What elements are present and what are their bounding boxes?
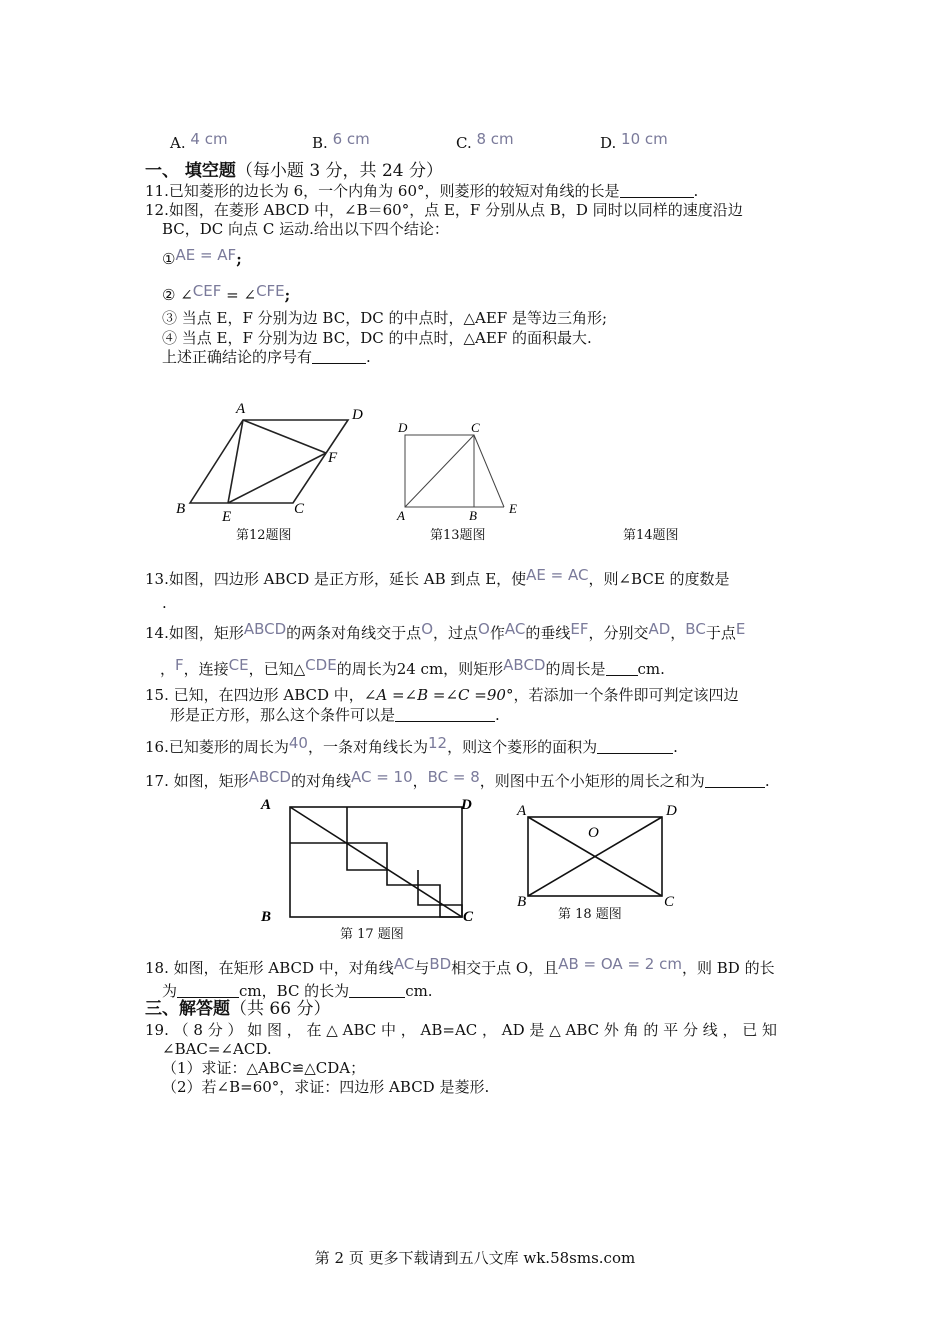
figure-18-rectangle [510, 800, 690, 915]
conclusion-1: ①AE = AF; [162, 246, 242, 268]
figure-12-rhombus [170, 395, 370, 530]
caption-fig14: 第14题图 [623, 528, 679, 543]
page-footer: 第 2 页 更多下载请到五八文库 wk.58sms.com [314, 1249, 636, 1267]
figure-17-rectangle [255, 795, 485, 930]
question-11: 11.已知菱形的边长为 6，一个内角为 60°，则菱形的较短对角线的长是 . [145, 182, 699, 200]
option-d-value: 10 cm [621, 130, 668, 148]
caption-fig17: 第 17 题图 [340, 927, 404, 942]
question-13: 13.如图，四边形 ABCD 是正方形，延长 AB 到点 E，使AE = AC，则∠BCE 的度数是 [145, 566, 730, 588]
question-15-line1: 15. 已知，在四边形 ABCD 中，∠A =∠B =∠C =90°，若添加一个条件即可判定该四边 [145, 686, 739, 704]
question-13-end: . [162, 594, 167, 612]
conclusion-4: ④ 当点 E，F 分别为边 BC，DC 的中点时，△AEF 的面积最大. [162, 329, 592, 347]
diagonal-ac [290, 807, 462, 917]
question-18-line2: 为 cm，BC 的长为 cm. [162, 982, 433, 1000]
question-19-line1: 19. （ 8 分 ） 如 图 ， 在 △ ABC 中 ， AB=AC ， AD 是 △ ABC 外 角 的 平 分 线 ， 已 知 [145, 1021, 778, 1039]
section-heading-solve: 三、解答题（共 66 分） [145, 999, 331, 1019]
label-e: E [222, 509, 232, 525]
option-c-value: 8 cm [476, 130, 514, 148]
diagonal-ac [405, 435, 474, 507]
label-d: D [461, 797, 472, 813]
label-b: B [176, 501, 186, 517]
label-b: B [517, 894, 527, 910]
caption-fig12: 第12题图 [236, 528, 292, 543]
label-c: C [463, 909, 474, 925]
conclusion-2: ② ∠CEF = ∠CFE; [162, 282, 291, 304]
option-b-value: 6 cm [332, 130, 370, 148]
question-19-part1: （1）求证：△ABC≌△CDA； [162, 1059, 366, 1077]
option-b: B. 6 cm [312, 130, 370, 152]
label-a: A [517, 803, 527, 819]
option-c: C. 8 cm [456, 130, 514, 152]
question-17: 17. 如图，矩形ABCD的对角线AC = 10，BC = 8，则图中五个小矩形的周长之和为 . [145, 768, 770, 790]
question-19-line2: ∠BAC=∠ACD. [162, 1040, 272, 1058]
caption-fig13: 第13题图 [430, 528, 486, 543]
section-heading-fill-blank: 一、 填空题（每小题 3 分，共 24 分） [145, 161, 443, 181]
label-c: C [664, 894, 675, 910]
rhombus-abcd [190, 420, 348, 503]
option-a-value: 4 cm [190, 130, 228, 148]
label-d: D [666, 803, 677, 819]
label-c: C [471, 420, 480, 435]
conclusion-3: ③ 当点 E，F 分别为边 BC，DC 的中点时，△AEF 是等边三角形; [162, 309, 608, 327]
label-f: F [328, 450, 338, 466]
question-19-part2: （2）若∠B=60°，求证：四边形 ABCD 是菱形. [162, 1078, 490, 1096]
label-e: E [509, 501, 517, 516]
question-14-line2: ，F，连接CE，已知△CDE的周长为24 cm，则矩形ABCD的周长是 cm. [160, 656, 665, 678]
label-a: A [397, 508, 405, 523]
question-16: 16.已知菱形的周长为40，一条对角线长为12，则这个菱形的面积为 . [145, 734, 678, 756]
option-a: A. 4 cm [170, 130, 228, 152]
label-d: D [352, 407, 363, 423]
caption-fig18: 第 18 题图 [558, 907, 622, 922]
segment-ce [474, 435, 504, 507]
question-12-line2: BC，DC 向点 C 运动.给出以下四个结论： [162, 220, 449, 238]
question-15-line2: 形是正方形，那么这个条件可以是 . [170, 706, 500, 724]
label-o: O [588, 825, 599, 841]
question-12-line1: 12.如图，在菱形 ABCD 中，∠B＝60°，点 E，F 分别从点 B，D 同时以同样的速度沿边 [145, 201, 743, 219]
segment-ef [228, 453, 326, 503]
question-12-ask: 上述正确结论的序号有 . [162, 348, 371, 366]
label-c: C [294, 501, 305, 517]
label-b: B [261, 909, 272, 925]
figure-13-square [395, 420, 525, 523]
label-a: A [236, 401, 246, 417]
segment-af [243, 420, 326, 453]
label-d: D [398, 420, 408, 435]
option-d: D. 10 cm [600, 130, 668, 152]
question-14-line1: 14.如图，矩形ABCD的两条对角线交于点O，过点O作AC的垂线EF，分别交AD，BC于点E [145, 620, 746, 642]
question-18-line1: 18. 如图，在矩形 ABCD 中，对角线AC与BD相交于点 O，且AB = OA = 2 cm，则 BD 的长 [145, 955, 775, 977]
label-b: B [469, 508, 477, 523]
label-a: A [261, 797, 272, 813]
